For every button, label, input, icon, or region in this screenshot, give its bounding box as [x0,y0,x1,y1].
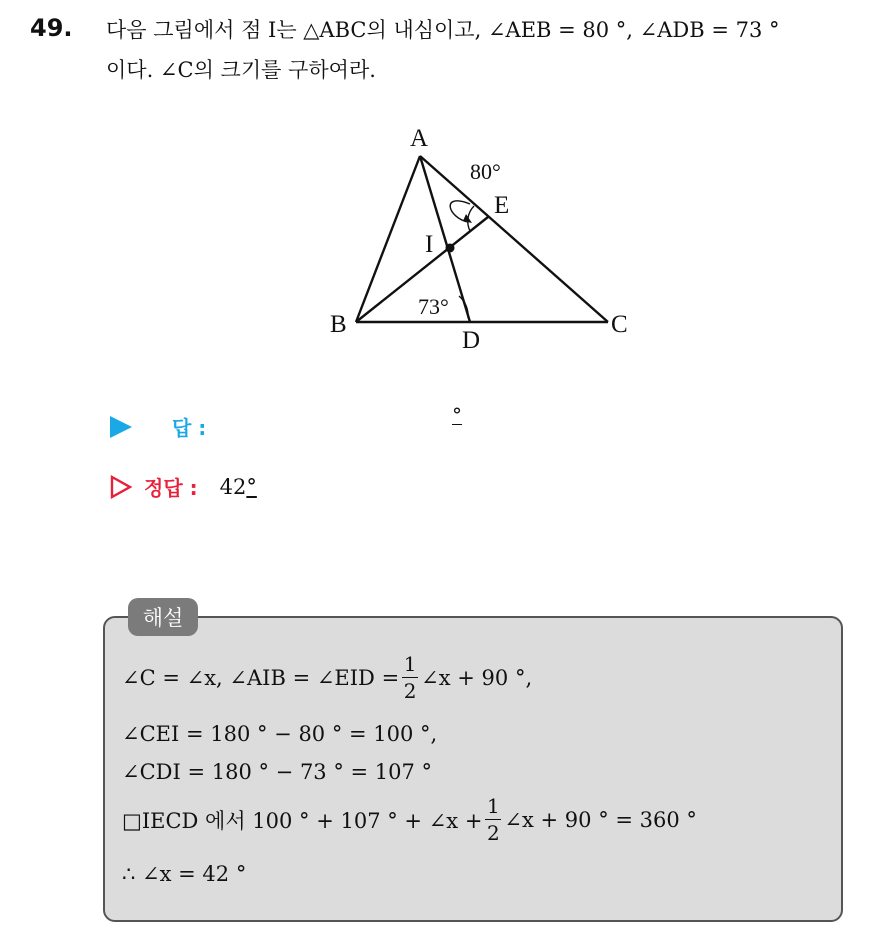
solution-line-4: □IECD 에서 100 ° + 107 ° + ∠x + $\frac{1}{2}$ ∠x + 90 ° = 360 ° [122,794,697,845]
label-b: B [330,311,347,338]
triangle-figure [320,118,640,358]
hollow-play-icon [110,475,132,499]
correct-answer-row [110,472,257,501]
answer-row [110,412,206,441]
angle-label-d: 73° [418,294,449,319]
solution-line-1: ∠C = ∠x, ∠AIB = ∠EID = $\frac{1}{2}$ ∠x + 90 °, [122,652,533,703]
solution-line-2: ∠CEI = 180 ° − 80 ° = 100 °, [122,722,438,746]
question-text-line2: 이다. ∠C의 크기를 구하여라. [106,58,376,82]
label-a: A [410,125,429,152]
answer-label: 답 : [172,416,207,440]
incenter-point [446,244,455,253]
label-i: I [425,231,434,258]
answer-blank[interactable]: ° [452,403,462,427]
question-number: 49. [30,14,73,42]
correct-label: 정답 : [144,476,198,500]
correct-value: 42° [219,474,257,499]
question-text-line1: 다음 그림에서 점 I는 △ABC의 내심이고, ∠AEB = 80 °, ∠ADB = 73 ° [106,18,780,42]
solution-line-3: ∠CDI = 180 ° − 73 ° = 107 ° [122,760,433,784]
label-e: E [494,192,510,219]
label-d: D [462,327,481,354]
angle-label-e: 80° [470,159,501,184]
label-c: C [611,311,628,338]
fraction-half: $\frac{1}{2}$ [487,794,500,845]
fraction-half: $\frac{1}{2}$ [403,652,417,703]
solution-tag: 해설 [128,598,198,636]
solution-line-5: ∴ ∠x = 42 ° [122,862,247,886]
play-icon [110,416,132,438]
correct-unit: ° [246,474,257,499]
